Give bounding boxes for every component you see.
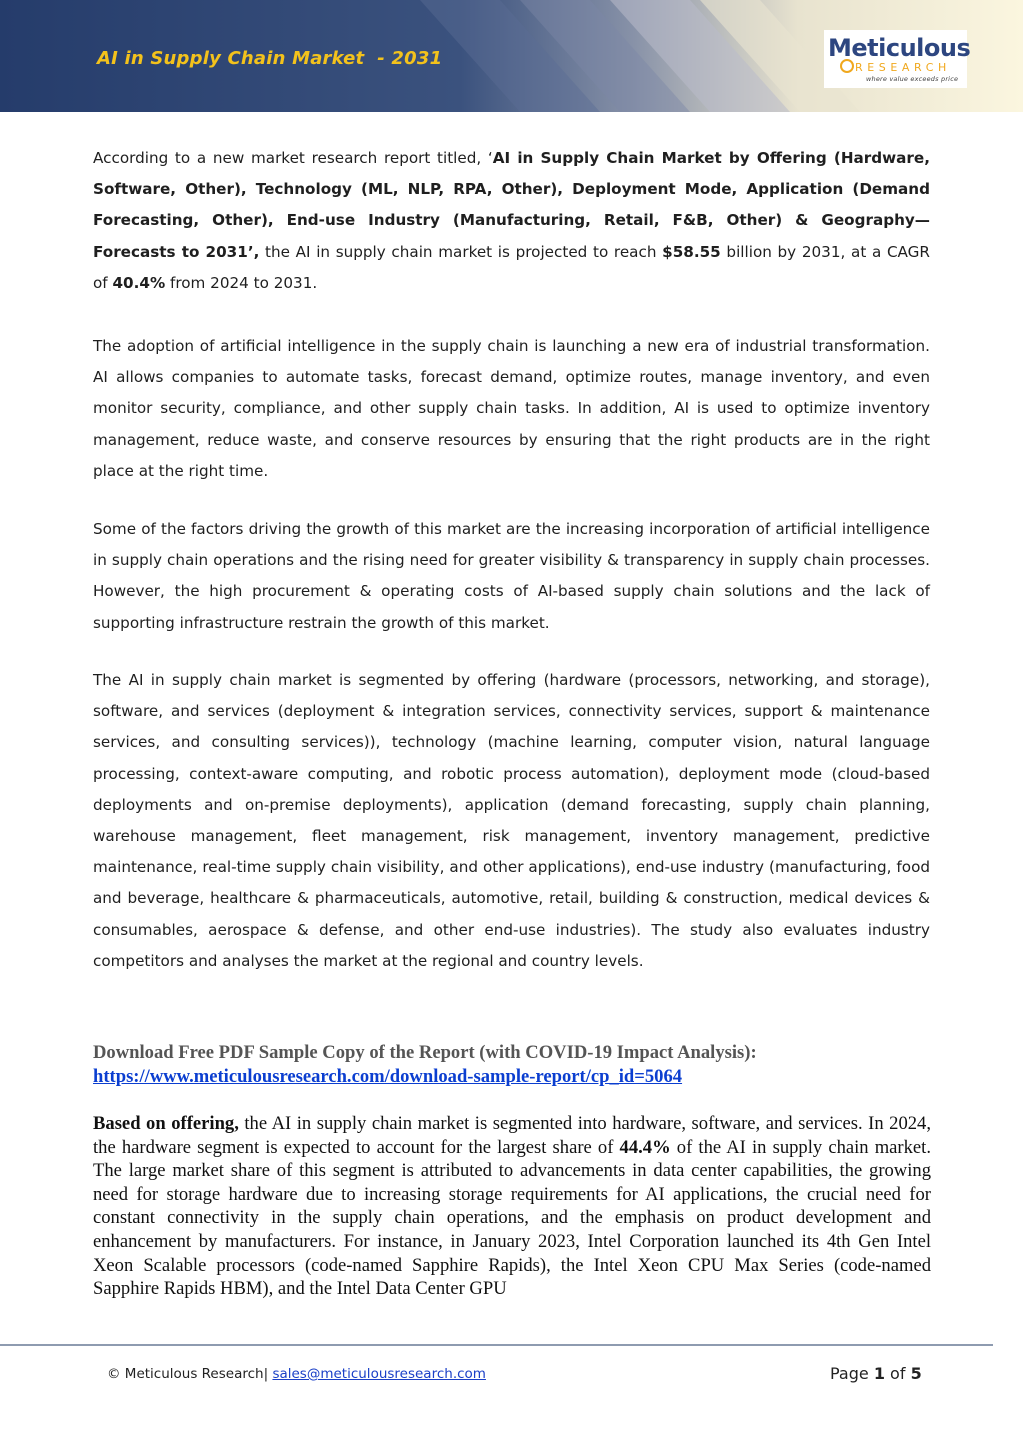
footer-copyright [107, 1366, 486, 1382]
offering-paragraph [93, 1112, 931, 1301]
download-heading: Download Free PDF Sample Copy of the Report (with COVID-19 Impact Analysis): [93, 1042, 757, 1063]
intro-text: from 2024 to 2031. [165, 273, 318, 292]
meticulous-research-logo [824, 30, 971, 88]
email-link[interactable]: sales@meticulousresearch.com [272, 1366, 486, 1382]
market-value: $58.55 [662, 242, 721, 261]
sample-report-link[interactable]: https://www.meticulousresearch.com/download-sample-report/cp_id=5064 [93, 1065, 683, 1087]
magnifier-icon [840, 59, 854, 73]
offering-text: of the AI in supply chain market. The large market share of this segment is attributed to advancements in data center capabilities, the growing need for storage hardware due to increasing storage requirements for AI applications, the crucial need for constant connectivity in the supply chain operations, and the emphasis on product development and enhancement by manufacturers. For instance, in January 2023, Intel Corporation launched its 4th Gen Intel Xeon Scalable processors (code-named Sapphire Rapids), the Intel Xeon CPU Max Series (code-named Sapphire Rapids HBM), and the Intel Data Center GPU [93, 1136, 931, 1300]
footer-divider [0, 1344, 993, 1346]
segmentation-paragraph: The AI in supply chain market is segmented by offering (hardware (processors, networking, and storage), software, and services (deployment & integration services, connectivity services, support & maintenance services, and consulting services)), technology (machine learning, computer vision, natural language processing, context-aware computing, and robotic process automation), deployment mode (cloud-based deployments and on-premise deployments), application (demand forecasting, supply chain planning, warehouse management, fleet management, risk management, inventory management, predictive maintenance, real-time supply chain visibility, and other applications), end-use industry (manufacturing, food and beverage, healthcare & pharmaceuticals, automotive, retail, building & construction, medical devices & consumables, aerospace & defense, and other end-use industries). The study also evaluates industry competitors and analyses the market at the regional and country levels. [93, 671, 930, 970]
intro-text: According to a new market research report titled, ‘ [93, 149, 493, 167]
intro-text: billion by 2031, at a CAGR of [93, 242, 930, 292]
cagr-value: 40.4% [112, 273, 166, 292]
offering-lead: Based on offering, [93, 1113, 239, 1134]
page-of-label: of [884, 1364, 911, 1383]
intro-text: the AI in supply chain market is projected to reach [259, 242, 663, 261]
report-title: AI in Supply Chain Market by Offering (Hardware, Software, Other), Technology (ML, NLP, RPA, Other), Deployment Mode, Application (Demand Forecasting, Other), End-use Industry (Manufacturing, Retail, F&B, Other) & Geography—Forecasts to 2031’, [93, 149, 930, 261]
adoption-paragraph: The adoption of artificial intelligence in the supply chain is launching a new era of industrial transformation. AI allows companies to automate tasks, forecast demand, optimize routes, manage inventory, and even monitor security, compliance, and other supply chain tasks. In addition, AI is used to optimize inventory management, reduce waste, and conserve resources by ensuring that the right products are in the right place at the right time. [93, 337, 930, 480]
document-header-title: AI in Supply Chain Market - 2031 [97, 48, 443, 69]
total-pages: 5 [910, 1364, 922, 1383]
hardware-share-value: 44.4% [619, 1136, 671, 1158]
growth-factors-paragraph: Some of the factors driving the growth of this market are the increasing incorporation of artificial intelligence in supply chain operations and the rising need for greater visibility & transparency in supply chain processes. However, the high procurement & operating costs of AI-based supply chain solutions and the lack of supporting infrastructure restrain the growth of this market. [93, 520, 930, 632]
offering-text: the AI in supply chain market is segmented into hardware, software, and services. In 2024, the hardware segment is expected to account for the largest share of [93, 1113, 931, 1158]
logo-name: Meticulous [828, 34, 971, 62]
logo-subtitle: RESEARCH [855, 61, 951, 74]
logo-tagline: where value exceeds price [866, 75, 959, 83]
header-banner [0, 0, 1023, 112]
current-page: 1 [873, 1364, 885, 1383]
page-number [830, 1364, 922, 1383]
download-section [93, 1041, 931, 1088]
copyright-text: © Meticulous Research| [107, 1366, 269, 1382]
page-label: Page [830, 1364, 874, 1383]
intro-paragraph [93, 143, 930, 299]
